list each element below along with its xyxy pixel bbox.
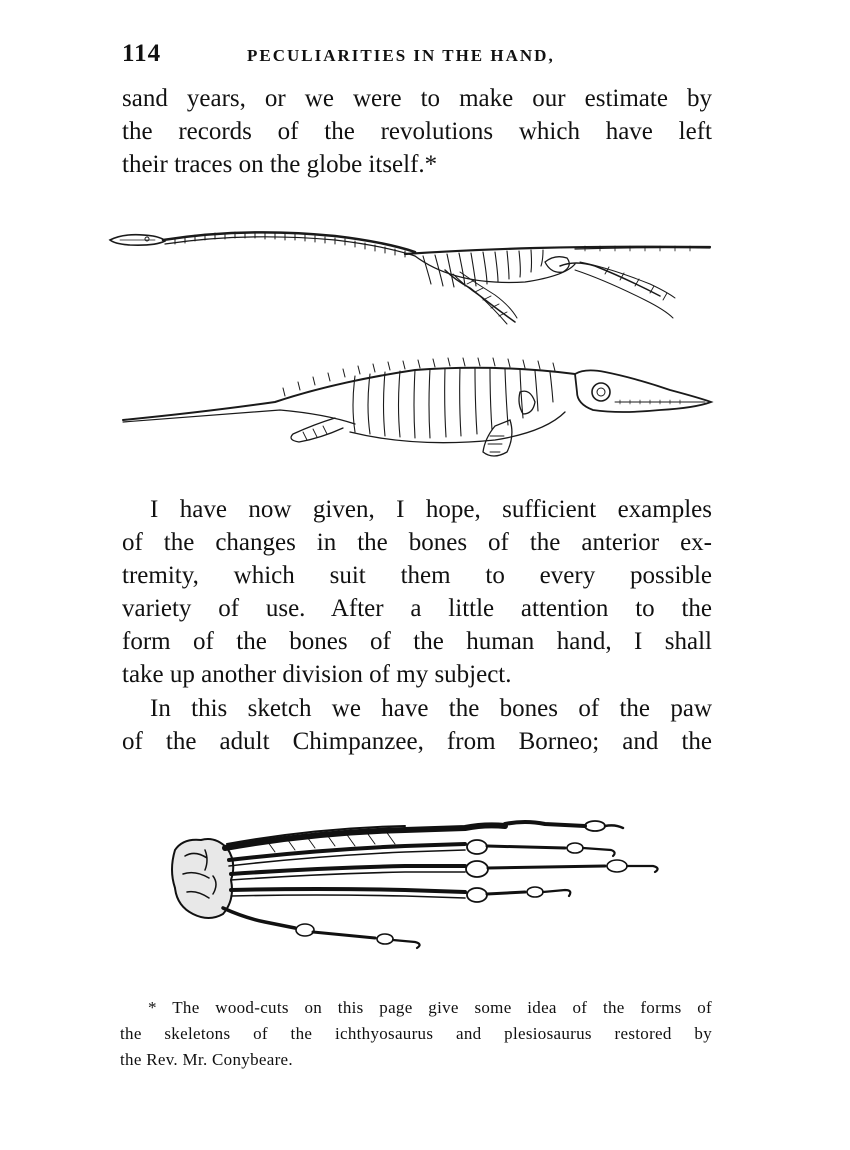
chimpanzee-paw-figure [165,810,670,955]
footnote-line: the skeletons of the ichthyosaurus and plesiosaurus restored by [120,1024,712,1043]
text-line: the records of the revolutions which have left [122,118,712,145]
page-number: 114 [122,40,162,67]
text-line: tremity, which suit them to every possible [122,562,712,589]
text-line: In this sketch we have the bones of the paw [150,695,712,722]
ichthyosaurus-skeleton-figure [115,352,715,462]
text-line: I have now given, I hope, sufficient examples [150,496,712,523]
text-line: sand years, or we were to make our estimate by [122,85,712,112]
running-title: PECULIARITIES IN THE HAND, [247,46,555,65]
text-line: variety of use. After a little attention to the [122,595,712,622]
text-line: their traces on the globe itself.* [122,151,438,178]
text-line: of the changes in the bones of the anterior ex- [122,529,712,556]
text-line: take up another division of my subject. [122,661,512,688]
footnote-line: the Rev. Mr. Conybeare. [120,1050,293,1069]
text-line: of the adult Chimpanzee, from Borneo; and the [122,728,712,755]
plesiosaurus-skeleton-figure [105,200,715,330]
text-line: form of the bones of the human hand, I shall [122,628,712,655]
footnote-line: * The wood-cuts on this page give some idea of the forms of [148,998,712,1017]
page-header [122,40,710,72]
